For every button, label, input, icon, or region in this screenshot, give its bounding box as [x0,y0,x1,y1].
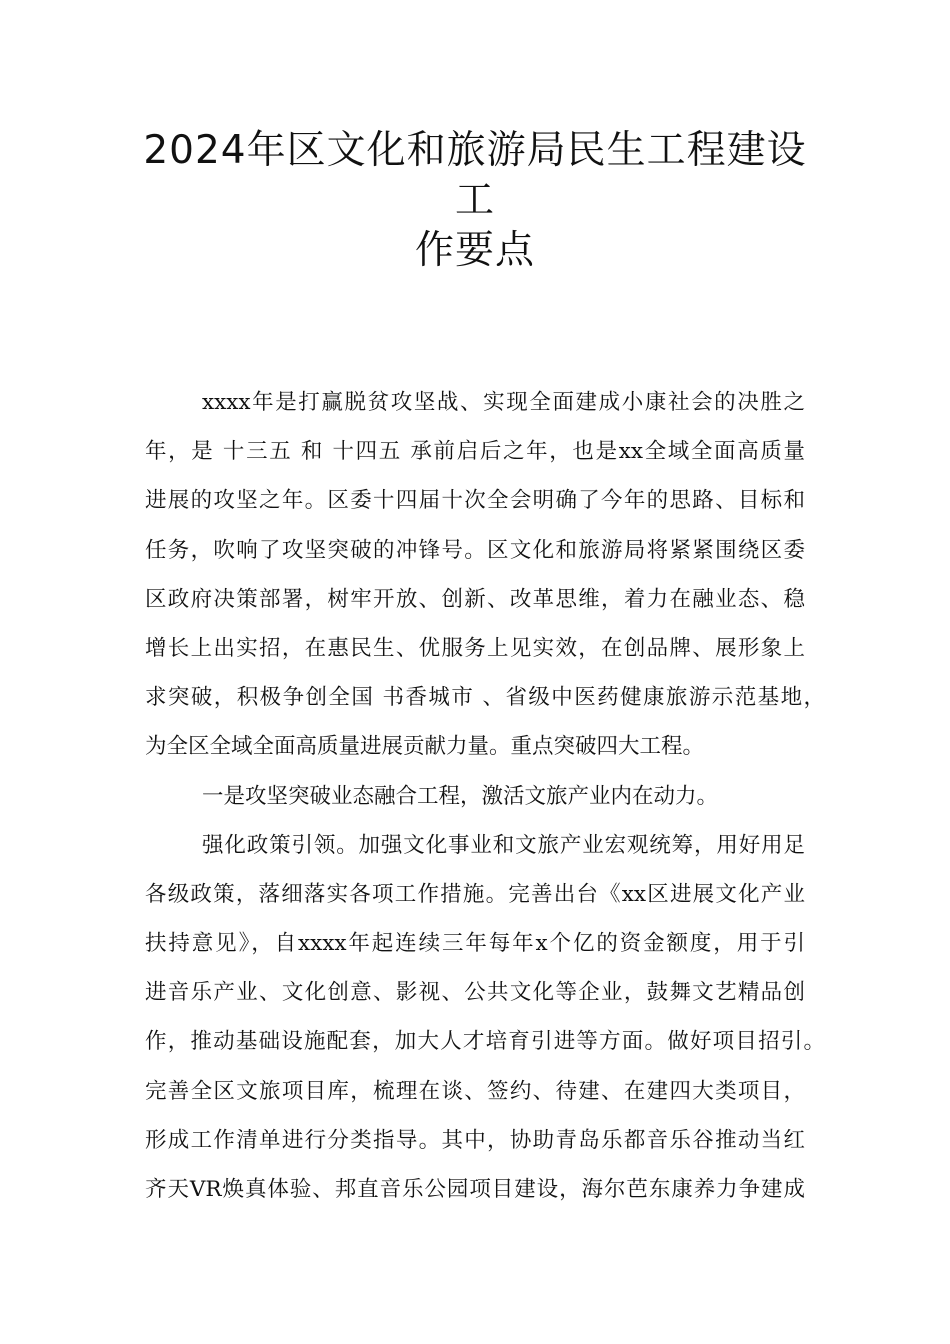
text-line: 年，是 十三五 和 十四五 承前启后之年，也是xx全域全面高质量 [145,439,805,465]
text-line: 强化政策引领。加强文化事业和文旅产业宏观统筹，用好用足 [202,832,805,858]
text-line: 为全区全域全面高质量进展贡献力量。重点突破四大工程。 [145,734,705,760]
text-line: 求突破，积极争创全国 书香城市 、省级中医药健康旅游示范基地， [145,685,825,711]
title-line-2: 作要点 [414,228,535,273]
text-line: 区政府决策部署，树牢开放、创新、改革思维，着力在融业态、稳 [145,586,805,612]
title-line-1: 2024年区文化和旅游局民生工程建设工 [143,128,807,223]
text-line: 作，推动基础设施配套，加大人才培育引进等方面。做好项目招引。 [145,1029,825,1055]
text-line: 任务，吹响了攻坚突破的冲锋号。区文化和旅游局将紧紧围绕区委 [145,537,805,563]
text-line: 进展的攻坚之年。区委十四届十次全会明确了今年的思路、目标和 [145,488,805,514]
text-line: 一是攻坚突破业态融合工程，激活文旅产业内在动力。 [202,783,719,809]
text-line: 各级政策，落细落实各项工作措施。完善出台《xx区进展文化产业 [145,881,805,907]
text-line: 形成工作清单进行分类指导。其中，协助青岛乐都音乐谷推动当红 [145,1127,805,1153]
text-line: 进音乐产业、文化创意、影视、公共文化等企业，鼓舞文艺精品创 [145,980,805,1006]
text-line: 齐天VR焕真体验、邦直音乐公园项目建设，海尔芭东康养力争建成 [145,1177,805,1202]
text-line: 增长上出实招，在惠民生、优服务上见实效，在创品牌、展形象上 [145,635,805,661]
document-body [145,378,825,1214]
text-line: xxxx年是打赢脱贫攻坚战、实现全面建成小康社会的决胜之 [202,390,805,415]
text-line: 扶持意见》，自xxxx年起连续三年每年x个亿的资金额度，用于引 [145,931,805,957]
document-title [130,126,820,276]
text-line: 完善全区文旅项目库，梳理在谈、签约、待建、在建四大类项目， [145,1078,805,1104]
